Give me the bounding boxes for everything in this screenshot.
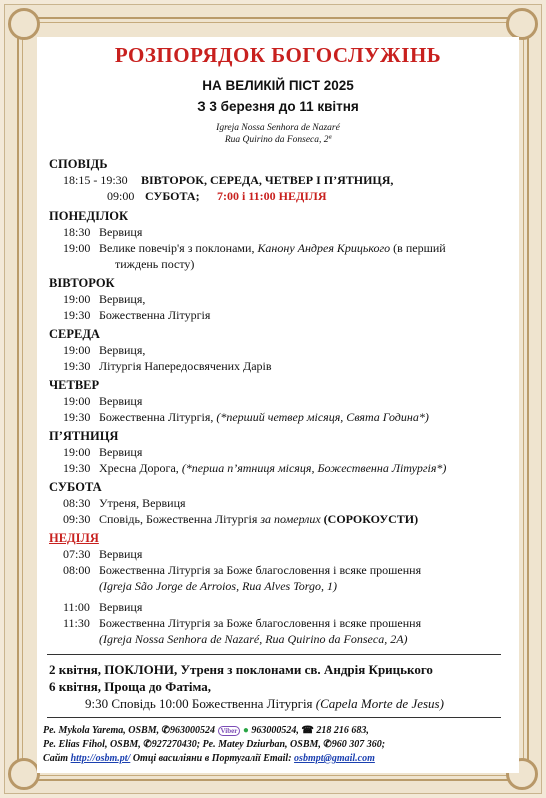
footer-contact-3 bbox=[43, 753, 375, 764]
wednesday-time-2: 19:30 bbox=[63, 359, 91, 373]
monday-item-2-text: Велике повечір'я з поклонами, bbox=[99, 241, 255, 255]
event-3 bbox=[85, 696, 444, 712]
footer-phone-landline: 218 216 683, bbox=[316, 725, 369, 736]
sunday-time-2: 08:00 bbox=[63, 563, 91, 577]
corner-ornament bbox=[506, 8, 538, 40]
monday-item-1: Вервиця bbox=[99, 225, 143, 239]
confession-sunday: 7:00 і 11:00 НЕДІЛЯ bbox=[217, 189, 327, 203]
monday-item-2-italic: Канону Андрея Крицького bbox=[257, 241, 391, 255]
confession-time-2: 09:00 bbox=[107, 189, 135, 203]
sunday-item-1: Вервиця bbox=[99, 547, 143, 561]
section-wednesday-header: СЕРЕДА bbox=[49, 327, 100, 341]
tuesday-time-1: 19:00 bbox=[63, 292, 91, 306]
page-subtitle: НА ВЕЛИКІЙ ПІСТ 2025 bbox=[202, 78, 354, 93]
section-sunday-header: НЕДІЛЯ bbox=[49, 531, 99, 545]
confession-days-2: СУБОТА; bbox=[145, 189, 200, 203]
sunday-item-4: Божественна Літургія за Боже благословення і всяке прошення bbox=[99, 616, 422, 630]
footer-phone-1b: 963000524, bbox=[251, 725, 299, 736]
monday-item-2-cont: тиждень посту) bbox=[115, 257, 195, 271]
telephone-icon: ☎ bbox=[301, 725, 314, 736]
footer-contact-2 bbox=[43, 739, 385, 750]
sunday-item-4-place: (Igreja Nossa Senhora de Nazaré, Rua Quirino da Fonseca, 2A) bbox=[99, 632, 408, 646]
saturday-item-2-bold: (СОРОКОУСТИ) bbox=[323, 512, 419, 526]
thursday-item-2 bbox=[99, 410, 429, 425]
phone-icon: ✆ bbox=[161, 725, 171, 736]
thursday-item-2-text: Божественна Літургія, bbox=[99, 410, 214, 424]
friday-time-1: 19:00 bbox=[63, 445, 91, 459]
footer-phone-2: 927270430; bbox=[151, 739, 201, 750]
saturday-item-2-text: Сповідь, Божественна Літургія bbox=[99, 512, 258, 526]
phone-icon: ✆ bbox=[323, 739, 332, 750]
thursday-item-2-note: (*перший четвер місяця, Свята Година*) bbox=[216, 410, 429, 424]
whatsapp-icon: ● bbox=[242, 725, 249, 736]
corner-ornament bbox=[8, 758, 40, 790]
corner-ornament bbox=[8, 8, 40, 40]
tuesday-item-2: Божественна Літургія bbox=[99, 308, 211, 322]
section-friday-header: П’ЯТНИЦЯ bbox=[49, 429, 119, 443]
footer-org-name: Отці василіяни в Португалії bbox=[132, 753, 261, 764]
schedule-page bbox=[37, 37, 519, 773]
saturday-item-1: Утреня, Вервиця bbox=[99, 496, 186, 510]
saturday-time-2: 09:30 bbox=[63, 512, 91, 526]
saturday-item-2 bbox=[99, 512, 418, 527]
email-link[interactable]: osbmpt@gmail.com bbox=[294, 753, 375, 764]
event-3-place: (Capela Morte de Jesus) bbox=[315, 696, 444, 711]
event-3-text: Божественна Літургія bbox=[191, 696, 313, 711]
footer-priest-2: Pe. Elias Fihol, OSBM, bbox=[43, 739, 141, 750]
wednesday-time-1: 19:00 bbox=[63, 343, 91, 357]
website-link[interactable]: http://osbm.pt/ bbox=[70, 753, 131, 764]
phone-icon: ✆ bbox=[143, 739, 152, 750]
section-thursday-header: ЧЕТВЕР bbox=[49, 378, 100, 392]
tuesday-time-2: 19:30 bbox=[63, 308, 91, 322]
decorative-frame bbox=[4, 4, 542, 794]
friday-item-2-text: Хресна Дорога, bbox=[99, 461, 179, 475]
confession-days-1: ВІВТОРОК, СЕРЕДА, ЧЕТВЕР І П’ЯТНИЦЯ, bbox=[141, 173, 394, 187]
viber-icon: Viber bbox=[218, 726, 241, 736]
thursday-item-1: Вервиця bbox=[99, 394, 143, 408]
friday-item-1: Вервиця bbox=[99, 445, 143, 459]
footer-site-label: Сайт bbox=[43, 753, 69, 764]
event-2: 6 квітня, Проща до Фатіма, bbox=[49, 679, 212, 694]
saturday-time-1: 08:30 bbox=[63, 496, 91, 510]
section-monday-header: ПОНЕДІЛОК bbox=[49, 209, 129, 223]
monday-time-2: 19:00 bbox=[63, 241, 91, 255]
footer-priest-3: Pe. Matey Dziurban, OSBM, bbox=[202, 739, 321, 750]
monday-time-1: 18:30 bbox=[63, 225, 91, 239]
footer-email-label: Email: bbox=[263, 753, 292, 764]
thursday-time-2: 19:30 bbox=[63, 410, 91, 424]
sunday-time-4: 11:30 bbox=[63, 616, 90, 630]
confession-time-1: 18:15 - 19:30 bbox=[63, 173, 128, 187]
thursday-time-1: 19:00 bbox=[63, 394, 91, 408]
wednesday-item-2: Літургія Напередосвячених Дарів bbox=[99, 359, 272, 373]
church-address: Rua Quirino da Fonseca, 2ª bbox=[224, 135, 332, 145]
page-title: РОЗПОРЯДОК БОГОСЛУЖІНЬ bbox=[114, 43, 442, 67]
divider bbox=[47, 654, 501, 655]
section-confession-header: СПОВІДЬ bbox=[49, 157, 108, 171]
date-range: З 3 березня до 11 квітня bbox=[197, 99, 359, 114]
sunday-item-3: Вервиця bbox=[99, 600, 143, 614]
section-tuesday-header: ВІВТОРОК bbox=[49, 276, 115, 290]
church-name: Igreja Nossa Senhora de Nazaré bbox=[216, 123, 340, 133]
wednesday-item-1: Вервиця, bbox=[99, 343, 146, 357]
footer-phone-1: 963000524 bbox=[170, 725, 216, 736]
section-saturday-header: СУБОТА bbox=[49, 480, 102, 494]
friday-time-2: 19:30 bbox=[63, 461, 91, 475]
footer-phone-3: 960 307 360; bbox=[331, 739, 386, 750]
tuesday-item-1: Вервиця, bbox=[99, 292, 146, 306]
event-1: 2 квітня, ПОКЛОНИ, Утреня з поклонами св. Андрія Крицького bbox=[49, 662, 433, 677]
saturday-item-2-italic: за померлих bbox=[260, 512, 321, 526]
monday-item-2 bbox=[99, 241, 446, 256]
sunday-time-3: 11:00 bbox=[63, 600, 90, 614]
friday-item-2-note: (*перша п’ятниця місяця, Божественна Літургія*) bbox=[181, 461, 447, 475]
event-3-time: 9:30 Сповідь 10:00 bbox=[85, 696, 189, 711]
monday-item-2-tail: (в перший bbox=[393, 241, 446, 255]
friday-item-2 bbox=[99, 461, 446, 476]
sunday-time-1: 07:30 bbox=[63, 547, 91, 561]
divider bbox=[47, 717, 501, 718]
footer-contact-1 bbox=[43, 725, 369, 736]
sunday-item-2: Божественна Літургія за Боже благословення і всяке прошення bbox=[99, 563, 422, 577]
footer-priest-1: Pe. Mykola Yarema, OSBM, bbox=[43, 725, 160, 736]
sunday-item-2-place: (Igreja São Jorge de Arroios, Rua Alves Torgo, 1) bbox=[99, 579, 337, 593]
